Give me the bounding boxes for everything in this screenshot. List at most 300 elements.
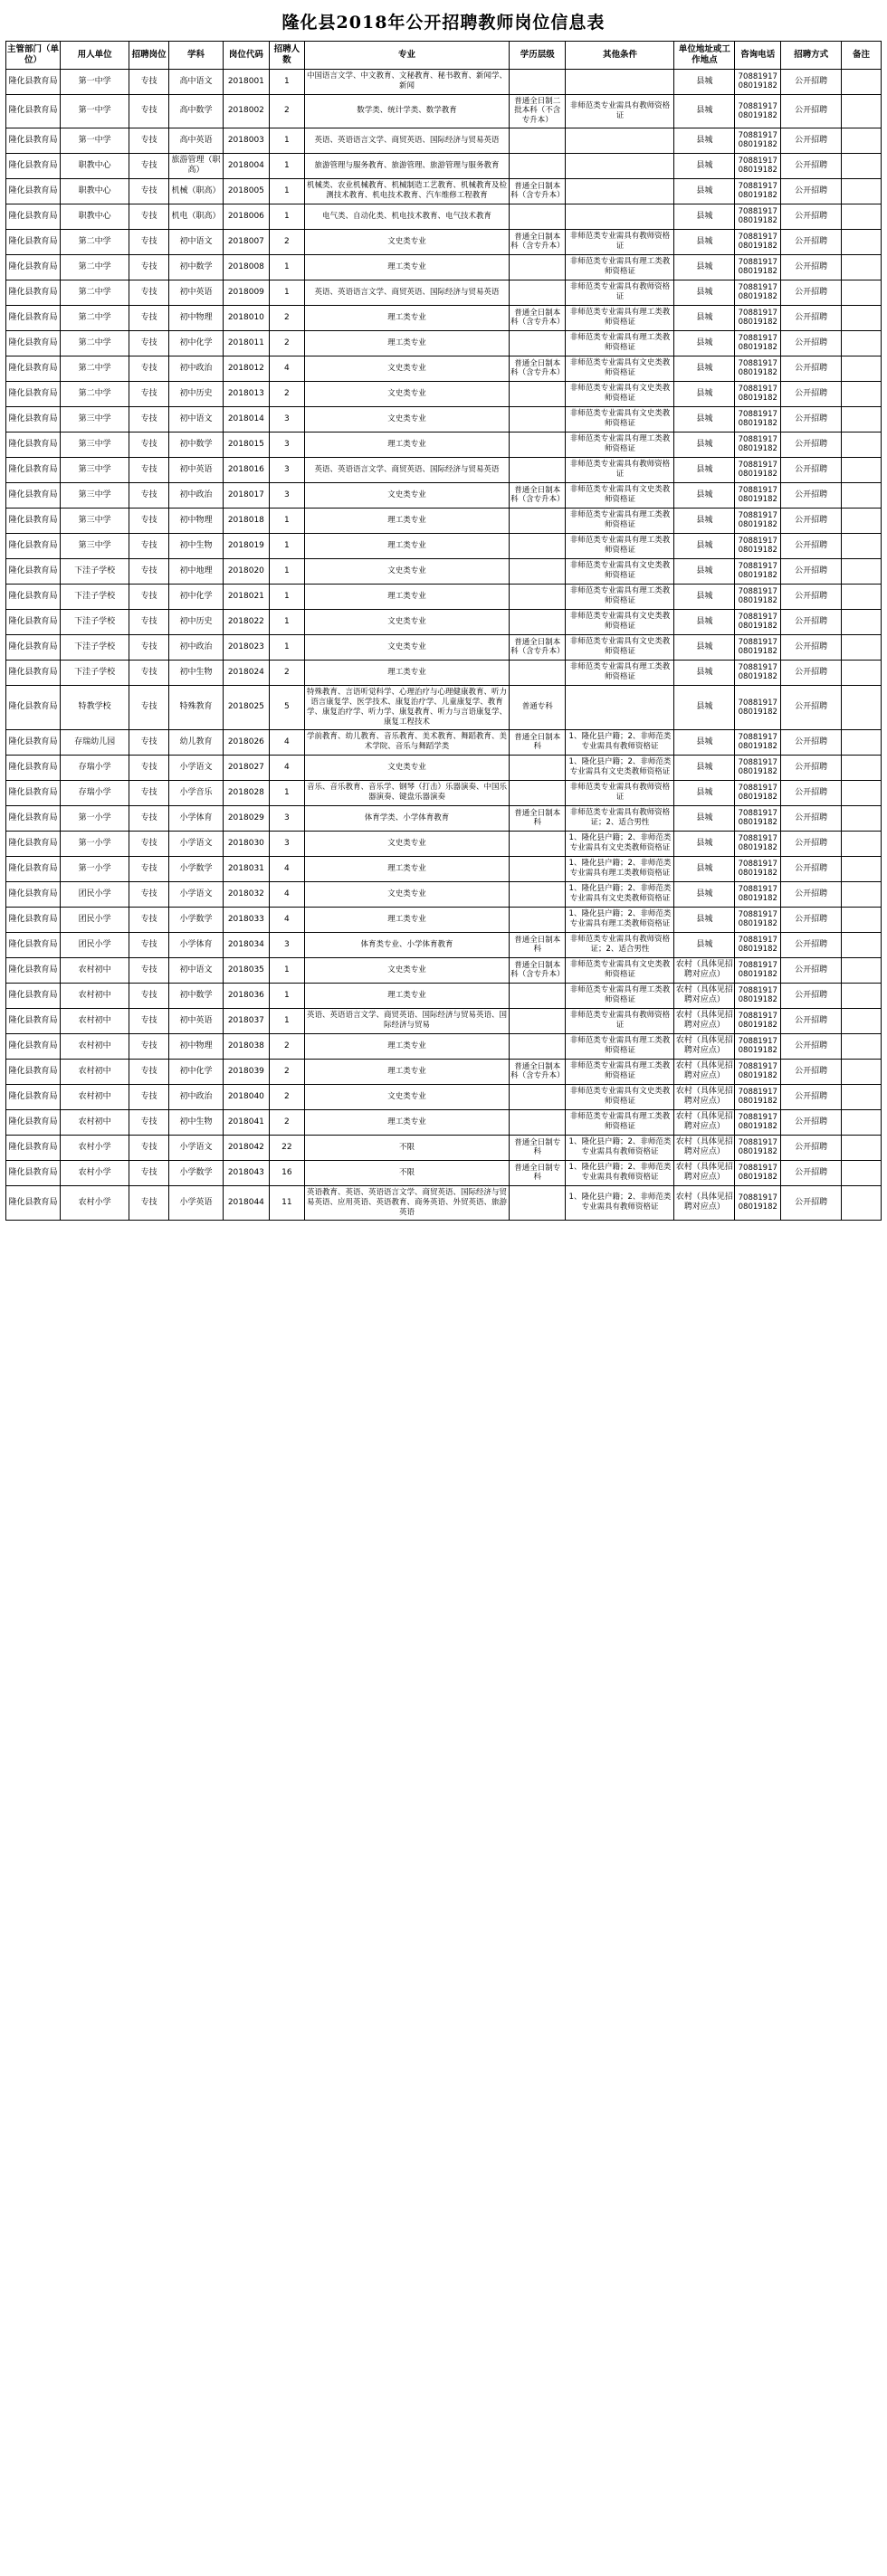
cell-other-conditions: 非师范类专业需具有教师资格证 [566,229,674,254]
cell-remark [842,780,882,805]
cell-unit: 第一小学 [61,856,129,881]
cell-major: 理工类专业 [304,983,509,1008]
table-row [6,983,882,1008]
cell-other-conditions: 非师范类专业需具有教师资格证 [566,780,674,805]
cell-code: 2018015 [224,432,270,457]
cell-phone: 7088191708019182 [735,780,781,805]
cell-subject: 初中生物 [169,1109,224,1135]
col-header-other-conditions: 其他条件 [566,42,674,70]
cell-post: 专技 [129,1084,169,1109]
table-row [6,254,882,280]
table-row [6,584,882,609]
cell-workplace: 县城 [674,780,735,805]
cell-post: 专技 [129,634,169,660]
cell-remark [842,229,882,254]
cell-education [510,907,566,932]
cell-subject: 初中语文 [169,957,224,983]
cell-workplace: 县城 [674,330,735,356]
cell-major: 文史类专业 [304,356,509,381]
cell-unit: 农村小学 [61,1160,129,1185]
cell-post: 专技 [129,406,169,432]
cell-workplace: 县城 [674,69,735,94]
cell-department: 隆化县教育局 [6,482,61,508]
cell-department: 隆化县教育局 [6,381,61,406]
cell-method: 公开招聘 [781,755,842,780]
cell-code: 2018008 [224,254,270,280]
page-title: 隆化县2018年公开招聘教师岗位信息表 [281,13,606,33]
cell-unit: 下洼子学校 [61,584,129,609]
cell-major: 理工类专业 [304,1109,509,1135]
cell-post: 专技 [129,229,169,254]
cell-code: 2018001 [224,69,270,94]
cell-education [510,280,566,305]
table-row [6,957,882,983]
cell-method: 公开招聘 [781,153,842,178]
cell-subject: 初中生物 [169,533,224,558]
cell-department: 隆化县教育局 [6,533,61,558]
table-row [6,634,882,660]
cell-code: 2018016 [224,457,270,482]
cell-unit: 第二中学 [61,356,129,381]
cell-code: 2018024 [224,660,270,685]
cell-department: 隆化县教育局 [6,780,61,805]
cell-major: 文史类专业 [304,406,509,432]
cell-remark [842,128,882,153]
cell-major: 理工类专业 [304,584,509,609]
cell-other-conditions: 非师范类专业需具有文史类教师资格证 [566,957,674,983]
cell-workplace: 县城 [674,609,735,634]
cell-method: 公开招聘 [781,907,842,932]
cell-number: 4 [269,881,304,907]
cell-major: 体育学类、小学体育教育 [304,805,509,831]
cell-other-conditions: 非师范类专业需具有理工类教师资格证 [566,660,674,685]
cell-unit: 农村初中 [61,1059,129,1084]
cell-other-conditions [566,69,674,94]
cell-method: 公开招聘 [781,1185,842,1220]
cell-subject: 机械（职高） [169,178,224,204]
cell-remark [842,1084,882,1109]
cell-post: 专技 [129,983,169,1008]
cell-phone: 7088191708019182 [735,755,781,780]
cell-education [510,780,566,805]
cell-post: 专技 [129,280,169,305]
cell-code: 2018027 [224,755,270,780]
cell-unit: 第二中学 [61,305,129,330]
cell-department: 隆化县教育局 [6,128,61,153]
cell-education [510,204,566,229]
cell-code: 2018020 [224,558,270,584]
cell-remark [842,1059,882,1084]
table-row [6,660,882,685]
cell-other-conditions: 非师范类专业需具有文史类教师资格证 [566,482,674,508]
cell-education: 普通全日制本科 [510,729,566,755]
cell-remark [842,482,882,508]
cell-major: 数学类、统计学类、数学教育 [304,94,509,128]
cell-code: 2018041 [224,1109,270,1135]
cell-department: 隆化县教育局 [6,94,61,128]
cell-other-conditions: 非师范类专业需具有理工类教师资格证 [566,508,674,533]
cell-other-conditions: 非师范类专业需具有教师资格证；2、适合男性 [566,932,674,957]
cell-number: 2 [269,381,304,406]
table-row [6,1109,882,1135]
cell-workplace: 农村（具体见招聘对应点） [674,983,735,1008]
table-row [6,932,882,957]
cell-other-conditions [566,204,674,229]
cell-department: 隆化县教育局 [6,755,61,780]
cell-phone: 7088191708019182 [735,685,781,729]
cell-post: 专技 [129,128,169,153]
cell-phone: 7088191708019182 [735,229,781,254]
cell-phone: 7088191708019182 [735,660,781,685]
cell-other-conditions: 1、隆化县户籍；2、非师范类专业需具有文史类教师资格证 [566,881,674,907]
cell-other-conditions: 1、隆化县户籍；2、非师范类专业需具有文史类教师资格证 [566,831,674,856]
cell-workplace: 县城 [674,254,735,280]
cell-workplace: 县城 [674,584,735,609]
cell-post: 专技 [129,254,169,280]
cell-major: 文史类专业 [304,881,509,907]
cell-workplace: 县城 [674,856,735,881]
cell-unit: 第三中学 [61,432,129,457]
cell-number: 2 [269,1084,304,1109]
cell-other-conditions: 非师范类专业需具有文史类教师资格证 [566,381,674,406]
cell-department: 隆化县教育局 [6,330,61,356]
cell-number: 2 [269,330,304,356]
cell-code: 2018022 [224,609,270,634]
cell-subject: 初中物理 [169,1033,224,1059]
cell-other-conditions: 非师范类专业需具有理工类教师资格证 [566,584,674,609]
cell-phone: 7088191708019182 [735,1008,781,1033]
table-body [6,69,882,1220]
table-row [6,1084,882,1109]
cell-phone: 7088191708019182 [735,831,781,856]
cell-remark [842,153,882,178]
cell-unit: 团民小学 [61,932,129,957]
cell-department: 隆化县教育局 [6,729,61,755]
cell-post: 专技 [129,178,169,204]
cell-education [510,128,566,153]
cell-unit: 农村初中 [61,983,129,1008]
cell-number: 3 [269,432,304,457]
cell-subject: 初中英语 [169,457,224,482]
cell-phone: 7088191708019182 [735,432,781,457]
cell-subject: 机电（职高） [169,204,224,229]
cell-number: 1 [269,609,304,634]
cell-department: 隆化县教育局 [6,831,61,856]
cell-education [510,533,566,558]
cell-remark [842,685,882,729]
cell-phone: 7088191708019182 [735,128,781,153]
cell-other-conditions: 非师范类专业需具有教师资格证；2、适合男性 [566,805,674,831]
cell-phone: 7088191708019182 [735,533,781,558]
cell-workplace: 县城 [674,432,735,457]
cell-department: 隆化县教育局 [6,1109,61,1135]
cell-department: 隆化县教育局 [6,356,61,381]
cell-unit: 存瑞幼儿园 [61,729,129,755]
cell-code: 2018025 [224,685,270,729]
cell-phone: 7088191708019182 [735,356,781,381]
cell-department: 隆化县教育局 [6,1008,61,1033]
cell-subject: 初中化学 [169,1059,224,1084]
cell-education [510,584,566,609]
cell-remark [842,305,882,330]
cell-subject: 初中化学 [169,330,224,356]
cell-major: 理工类专业 [304,533,509,558]
cell-subject: 初中语文 [169,229,224,254]
cell-education [510,831,566,856]
cell-post: 专技 [129,1109,169,1135]
cell-other-conditions: 非师范类专业需具有理工类教师资格证 [566,432,674,457]
cell-department: 隆化县教育局 [6,805,61,831]
cell-code: 2018007 [224,229,270,254]
cell-code: 2018005 [224,178,270,204]
cell-remark [842,856,882,881]
cell-phone: 7088191708019182 [735,254,781,280]
cell-number: 1 [269,634,304,660]
cell-remark [842,831,882,856]
cell-phone: 7088191708019182 [735,153,781,178]
cell-workplace: 县城 [674,805,735,831]
cell-unit: 特教学校 [61,685,129,729]
cell-post: 专技 [129,508,169,533]
cell-phone: 7088191708019182 [735,1160,781,1185]
cell-major: 文史类专业 [304,609,509,634]
cell-education [510,1185,566,1220]
cell-phone: 7088191708019182 [735,856,781,881]
table-row [6,153,882,178]
cell-unit: 第三中学 [61,406,129,432]
cell-method: 公开招聘 [781,856,842,881]
table-row [6,831,882,856]
cell-workplace: 农村（具体见招聘对应点） [674,957,735,983]
cell-subject: 初中政治 [169,482,224,508]
cell-major: 文史类专业 [304,957,509,983]
cell-other-conditions: 1、隆化县户籍；2、非师范类专业需具有理工类教师资格证 [566,856,674,881]
cell-subject: 高中英语 [169,128,224,153]
cell-department: 隆化县教育局 [6,254,61,280]
cell-subject: 高中语文 [169,69,224,94]
cell-number: 1 [269,280,304,305]
cell-major: 文史类专业 [304,634,509,660]
cell-subject: 小学数学 [169,907,224,932]
cell-unit: 第二中学 [61,330,129,356]
cell-workplace: 县城 [674,533,735,558]
cell-unit: 第三中学 [61,482,129,508]
cell-post: 专技 [129,780,169,805]
cell-education: 普通全日制本科 [510,932,566,957]
cell-unit: 农村初中 [61,957,129,983]
table-row [6,94,882,128]
cell-unit: 第三中学 [61,508,129,533]
cell-other-conditions [566,153,674,178]
cell-other-conditions: 非师范类专业需具有教师资格证 [566,280,674,305]
col-header-education: 学历层级 [510,42,566,70]
cell-method: 公开招聘 [781,254,842,280]
cell-method: 公开招聘 [781,932,842,957]
cell-remark [842,508,882,533]
table-row [6,482,882,508]
cell-remark [842,609,882,634]
cell-unit: 农村初中 [61,1033,129,1059]
cell-number: 4 [269,729,304,755]
cell-other-conditions [566,685,674,729]
cell-number: 2 [269,660,304,685]
cell-department: 隆化县教育局 [6,153,61,178]
cell-major: 不限 [304,1135,509,1160]
cell-subject: 旅游管理（职高） [169,153,224,178]
cell-code: 2018017 [224,482,270,508]
cell-post: 专技 [129,482,169,508]
col-header-code: 岗位代码 [224,42,270,70]
cell-code: 2018042 [224,1135,270,1160]
cell-remark [842,584,882,609]
table-row [6,305,882,330]
cell-department: 隆化县教育局 [6,856,61,881]
cell-workplace: 农村（具体见招聘对应点） [674,1084,735,1109]
table-row [6,1160,882,1185]
cell-workplace: 县城 [674,178,735,204]
cell-method: 公开招聘 [781,1008,842,1033]
cell-number: 3 [269,831,304,856]
cell-number: 1 [269,983,304,1008]
cell-workplace: 县城 [674,508,735,533]
cell-method: 公开招聘 [781,881,842,907]
cell-code: 2018044 [224,1185,270,1220]
cell-remark [842,94,882,128]
cell-workplace: 县城 [674,685,735,729]
cell-phone: 7088191708019182 [735,1109,781,1135]
cell-phone: 7088191708019182 [735,907,781,932]
job-positions-table [5,41,882,1221]
cell-unit: 职教中心 [61,204,129,229]
cell-education [510,558,566,584]
table-row [6,780,882,805]
cell-major: 理工类专业 [304,305,509,330]
cell-unit: 第二中学 [61,381,129,406]
cell-post: 专技 [129,381,169,406]
cell-post: 专技 [129,153,169,178]
cell-subject: 初中政治 [169,356,224,381]
cell-method: 公开招聘 [781,1160,842,1185]
cell-remark [842,356,882,381]
cell-phone: 7088191708019182 [735,1135,781,1160]
cell-education: 普通全日制专科 [510,1135,566,1160]
cell-remark [842,330,882,356]
cell-education: 普通全日制二批本科（不含专升本） [510,94,566,128]
col-header-number: 招聘人数 [269,42,304,70]
cell-number: 2 [269,305,304,330]
cell-method: 公开招聘 [781,1135,842,1160]
cell-phone: 7088191708019182 [735,957,781,983]
cell-method: 公开招聘 [781,204,842,229]
cell-post: 专技 [129,69,169,94]
cell-major: 不限 [304,1160,509,1185]
cell-subject: 初中物理 [169,508,224,533]
cell-major: 文史类专业 [304,482,509,508]
cell-department: 隆化县教育局 [6,660,61,685]
table-row [6,229,882,254]
cell-code: 2018040 [224,1084,270,1109]
cell-remark [842,406,882,432]
cell-method: 公开招聘 [781,729,842,755]
cell-education [510,881,566,907]
table-row [6,204,882,229]
cell-unit: 农村初中 [61,1084,129,1109]
cell-education [510,432,566,457]
cell-method: 公开招聘 [781,381,842,406]
cell-method: 公开招聘 [781,983,842,1008]
cell-remark [842,1185,882,1220]
cell-post: 专技 [129,1160,169,1185]
cell-major: 英语、英语语言文学、商贸英语、国际经济与贸易英语、国际经济与贸易 [304,1008,509,1033]
cell-major: 旅游管理与服务教育、旅游管理、旅游管理与服务教育 [304,153,509,178]
cell-workplace: 县城 [674,558,735,584]
cell-unit: 下洼子学校 [61,660,129,685]
cell-number: 1 [269,957,304,983]
cell-number: 4 [269,755,304,780]
cell-post: 专技 [129,831,169,856]
cell-remark [842,634,882,660]
cell-code: 2018029 [224,805,270,831]
cell-post: 专技 [129,1135,169,1160]
cell-major: 理工类专业 [304,660,509,685]
cell-subject: 初中政治 [169,1084,224,1109]
cell-major: 文史类专业 [304,1084,509,1109]
cell-phone: 7088191708019182 [735,932,781,957]
cell-method: 公开招聘 [781,280,842,305]
cell-method: 公开招聘 [781,356,842,381]
cell-workplace: 农村（具体见招聘对应点） [674,1185,735,1220]
cell-education [510,457,566,482]
cell-education [510,1109,566,1135]
cell-unit: 下洼子学校 [61,558,129,584]
table-row [6,1135,882,1160]
cell-education [510,254,566,280]
cell-education [510,406,566,432]
cell-major: 电气类、自动化类、机电技术教育、电气技术教育 [304,204,509,229]
cell-workplace: 县城 [674,634,735,660]
cell-major: 理工类专业 [304,856,509,881]
cell-department: 隆化县教育局 [6,932,61,957]
cell-major: 文史类专业 [304,558,509,584]
cell-number: 1 [269,780,304,805]
cell-department: 隆化县教育局 [6,305,61,330]
col-header-workplace: 单位地址或工作地点 [674,42,735,70]
col-header-post: 招聘岗位 [129,42,169,70]
cell-phone: 7088191708019182 [735,482,781,508]
cell-code: 2018012 [224,356,270,381]
cell-number: 1 [269,69,304,94]
cell-department: 隆化县教育局 [6,69,61,94]
cell-post: 专技 [129,881,169,907]
cell-department: 隆化县教育局 [6,229,61,254]
cell-unit: 第一中学 [61,128,129,153]
cell-remark [842,1135,882,1160]
cell-method: 公开招聘 [781,305,842,330]
cell-method: 公开招聘 [781,1059,842,1084]
cell-workplace: 农村（具体见招聘对应点） [674,1135,735,1160]
col-header-remark: 备注 [842,42,882,70]
table-row [6,1033,882,1059]
cell-department: 隆化县教育局 [6,1185,61,1220]
cell-method: 公开招聘 [781,1033,842,1059]
cell-remark [842,932,882,957]
cell-education: 普通全日制本科（含专升本） [510,634,566,660]
cell-workplace: 农村（具体见招聘对应点） [674,1059,735,1084]
cell-department: 隆化县教育局 [6,1160,61,1185]
cell-subject: 初中数学 [169,983,224,1008]
table-row [6,533,882,558]
cell-number: 1 [269,204,304,229]
